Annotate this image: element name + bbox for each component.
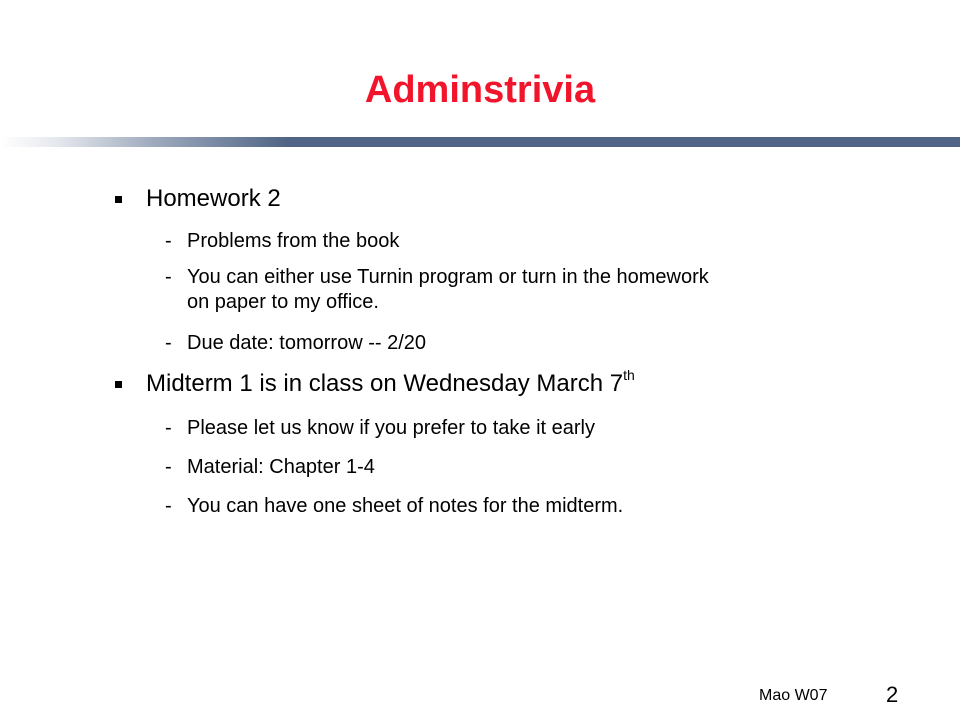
square-bullet-icon (115, 381, 122, 388)
sub-item-problems: Problems from the book (187, 230, 400, 252)
dash-marker: - (165, 417, 172, 439)
sub-item-notes: You can have one sheet of notes for the midterm. (187, 495, 624, 517)
ordinal-suffix: th (623, 367, 635, 383)
page-number: 2 (886, 682, 899, 707)
slide-title: Adminstrivia (364, 69, 596, 111)
bullet-midterm-text: Midterm 1 is in class on Wednesday March 7 (146, 370, 624, 397)
title-divider (0, 137, 960, 147)
dash-marker: - (165, 332, 172, 354)
footer-label: Mao W07 (759, 687, 828, 704)
bullet-homework: Homework 2 (146, 185, 281, 212)
square-bullet-icon (115, 196, 122, 203)
sub-item-turnin-cont: on paper to my office. (187, 291, 379, 313)
sub-item-turnin: You can either use Turnin program or turn in the homework (187, 266, 709, 288)
dash-marker: - (165, 266, 172, 288)
dash-marker: - (165, 230, 172, 252)
sub-item-due-date: Due date: tomorrow -- 2/20 (187, 332, 426, 354)
dash-marker: - (165, 495, 172, 517)
sub-item-early: Please let us know if you prefer to take it early (187, 417, 595, 439)
sub-item-material: Material: Chapter 1-4 (187, 456, 375, 478)
dash-marker: - (165, 456, 172, 478)
bullet-midterm (146, 369, 635, 399)
